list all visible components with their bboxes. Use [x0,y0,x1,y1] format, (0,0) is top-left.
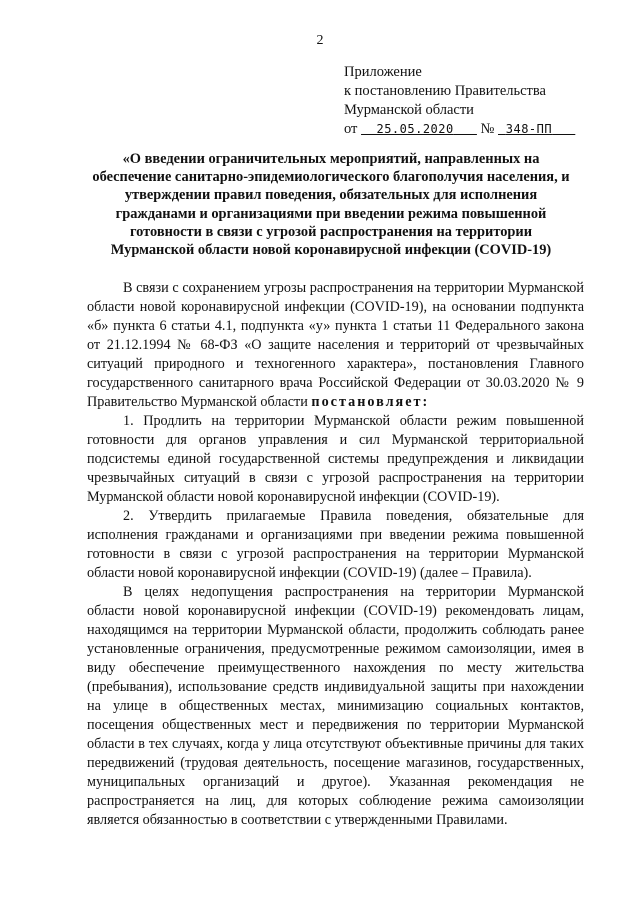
number-prefix: № [480,121,495,137]
intro-text: В связи с сохранением угрозы распространения на территории Мурманской области новой коронавирусной инфекции (COVID-19), на основании подпункта «б» пункта 6 статьи 4.1, подпункта «у» пункта 1 статьи 11 Федерального закона от 21.12.1994 № 68-ФЗ «О защите населения и территорий от чрезвычайных ситуаций природного и техногенного характера», постановления Главного государственного санитарного врача Российской Федерации от 30.03.2020 № 9 Правительство Мурманской области [87,280,584,410]
document-body [87,279,584,830]
document-number-value: 348-ПП [505,122,553,136]
date-prefix: от [344,121,358,137]
item-2-paragraph: 2. Утвердить прилагаемые Правила поведения, обязательные для исполнения гражданами и организациями при введении режима повышенной готовности в связи с угрозой распространения на территории Мурманской области новой коронавирусной инфекции (COVID-19) (далее – Правила). [87,508,584,581]
page-number: 2 [316,33,324,48]
appendix-date-line [344,120,575,139]
document-number [498,122,575,136]
appendix-reference: к постановлению Правительства [344,83,546,99]
intro-paragraph [87,279,584,412]
document-date-value: 25.05.2020 [376,122,454,136]
appendix-region: Мурманской области [344,102,474,118]
appendix-label: Приложение [344,64,422,80]
decree-keyword: постановляет: [311,394,430,410]
appendix-header [344,63,575,139]
document-title: «О введении ограничительных мероприятий, направленных на обеспечение санитарно-эпидемиологического благополучия населения, и утверждении правил поведения, обязательных для исполнения гражданами и организациями при введении режима повышенной готовности в связи с угрозой распространения на территории Мурманской области новой коронавирусной инфекции (COVID-19) [92,151,570,259]
document-date [361,122,477,136]
recommendation-paragraph: В целях недопущения распространения на территории Мурманской области новой коронавирусной инфекции (COVID-19) рекомендовать лицам, находящимся на территории Мурманской области, продолжить соблюдать ранее установленные ограничения, предусмотренные режимом самоизоляции, имея в виду обеспечение преимущественного нахождения по месту жительства (пребывания), использование средств индивидуальной защиты при нахождении на улице в общественных местах, минимизацию социальных контактов, посещения общественных мест и передвижения по территории Мурманской области в тех случаях, когда у лица отсутствуют объективные причины для таких передвижений (трудовая деятельность, посещение магазинов, государственных, муниципальных организаций и другое). Указанная рекомендация не распространяется на лиц, для которых соблюдение режима самоизоляции является обязанностью в соответствии с утвержденными Правилами. [87,584,584,828]
item-1-paragraph: 1. Продлить на территории Мурманской области режим повышенной готовности для органов управления и сил Мурманской территориальной подсистемы единой государственной системы предупреждения и ликвидации чрезвычайных ситуаций в связи с угрозой распространения на территории Мурманской области новой коронавирусной инфекции (COVID-19). [87,413,584,505]
